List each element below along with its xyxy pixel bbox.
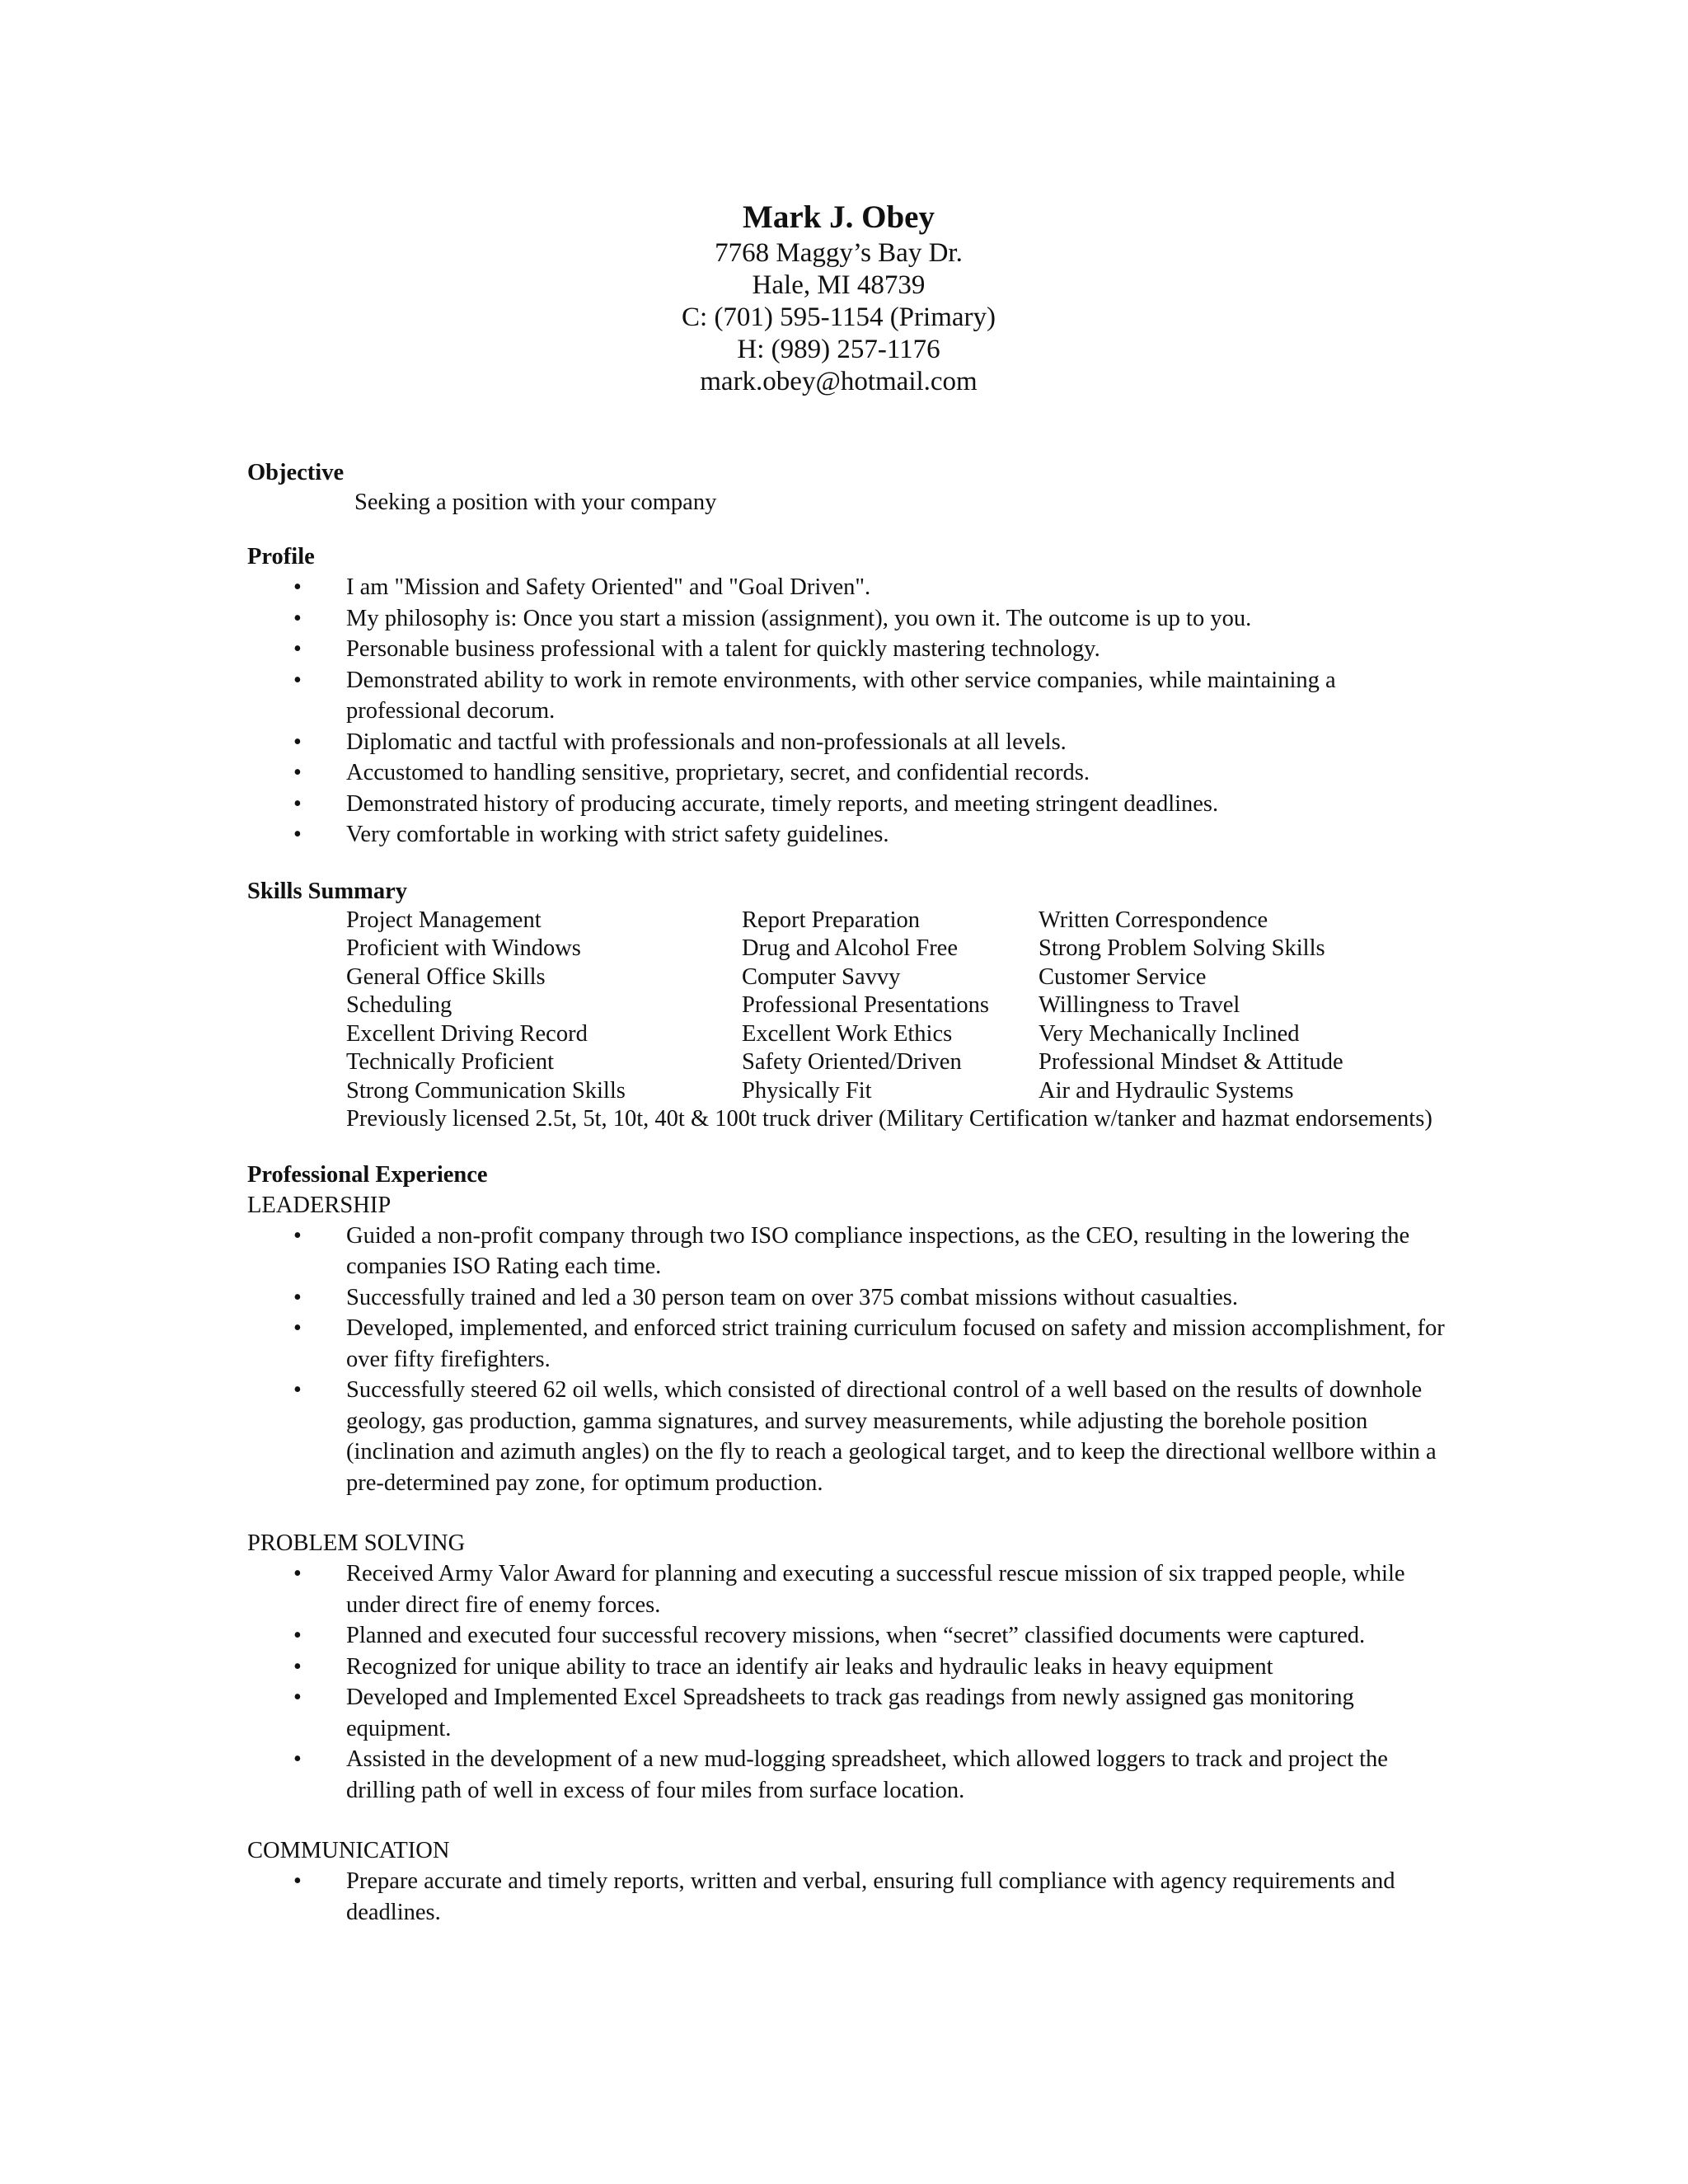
list-item bbox=[247, 1744, 1451, 1806]
license-note: Previously licensed 2.5t, 5t, 10t, 40t & 100t truck driver (Military Certification w/tanker and hazmat endorsements) bbox=[346, 1106, 1432, 1132]
skill-item: Computer Savvy bbox=[742, 963, 901, 990]
objective-heading: Objective bbox=[247, 460, 345, 485]
skills-table bbox=[346, 907, 1451, 1134]
skill-item: Excellent Work Ethics bbox=[742, 1020, 953, 1047]
list-item-text: Demonstrated ability to work in remote environments, with other service companies, while maintaining a professional decorum. bbox=[346, 667, 1336, 724]
contact-header bbox=[0, 198, 1677, 398]
objective-text: Seeking a position with your company bbox=[354, 490, 717, 515]
bullet-icon: • bbox=[293, 605, 302, 631]
experience-heading: Professional Experience bbox=[247, 1161, 488, 1188]
skills-row bbox=[346, 1020, 1451, 1049]
bullet-icon: • bbox=[293, 760, 302, 785]
skill-item: Air and Hydraulic Systems bbox=[1039, 1077, 1294, 1104]
skills-heading: Skills Summary bbox=[247, 878, 408, 904]
list-item-text: Successfully steered 62 oil wells, which consisted of directional control of a well based on the results of downhole geology, gas production, gamma signatures, and survey measurements, while adjusting the borehole position (inclination and azimuth angles) on the fly to reach a geological target, and to keep the directional wellbore within a pre-determined pay zone, for optimum production. bbox=[346, 1377, 1437, 1496]
list-item bbox=[247, 1866, 1451, 1928]
bullet-icon: • bbox=[293, 729, 302, 755]
list-item-text: Accustomed to handling sensitive, proprietary, secret, and confidential records. bbox=[346, 760, 1090, 785]
communication-list bbox=[247, 1866, 1451, 1928]
bullet-icon: • bbox=[293, 822, 302, 847]
skills-row bbox=[346, 991, 1451, 1020]
cell-phone: C: (701) 595-1154 (Primary) bbox=[682, 302, 996, 332]
list-item bbox=[247, 1221, 1451, 1282]
list-item-text: Diplomatic and tactful with professionals and non-professionals at all levels. bbox=[346, 729, 1067, 755]
list-item-text: My philosophy is: Once you start a mission (assignment), you own it. The outcome is up to you. bbox=[346, 605, 1252, 631]
problem-solving-list bbox=[247, 1558, 1451, 1806]
skill-item: Excellent Driving Record bbox=[346, 1020, 588, 1047]
skill-item: Customer Service bbox=[1039, 963, 1207, 990]
list-item bbox=[247, 1375, 1451, 1498]
leadership-list bbox=[247, 1221, 1451, 1499]
skill-item: General Office Skills bbox=[346, 963, 546, 990]
list-item-text: Received Army Valor Award for planning and executing a successful rescue mission of six trapped people, while under direct fire of enemy forces. bbox=[346, 1561, 1405, 1618]
skill-item: Strong Problem Solving Skills bbox=[1039, 935, 1325, 961]
bullet-icon: • bbox=[293, 1315, 302, 1341]
bullet-icon: • bbox=[293, 1561, 302, 1586]
leadership-subheading: LEADERSHIP bbox=[247, 1192, 392, 1218]
skills-row bbox=[346, 963, 1451, 992]
list-item bbox=[247, 1282, 1451, 1314]
list-item bbox=[247, 1313, 1451, 1375]
bullet-icon: • bbox=[293, 1746, 302, 1772]
bullet-icon: • bbox=[293, 790, 302, 817]
bullet-icon: • bbox=[293, 1284, 302, 1310]
list-item-text: Planned and executed four successful recovery missions, when “secret” classified documents were captured. bbox=[346, 1623, 1366, 1648]
list-item-text: Developed, implemented, and enforced strict training curriculum focused on safety and mission accomplishment, for over fifty firefighters. bbox=[346, 1315, 1445, 1372]
skills-row bbox=[346, 935, 1451, 963]
profile-list bbox=[247, 572, 1451, 851]
resume-body bbox=[247, 458, 1451, 1928]
bullet-icon: • bbox=[293, 1653, 302, 1680]
list-item-text: Successfully trained and led a 30 person team on over 375 combat missions without casualties. bbox=[346, 1284, 1238, 1310]
skill-item: Safety Oriented/Driven bbox=[742, 1049, 962, 1075]
list-item-text: Demonstrated history of producing accurate, timely reports, and meeting stringent deadlines. bbox=[346, 790, 1219, 817]
list-item bbox=[247, 634, 1451, 665]
bullet-icon: • bbox=[293, 667, 302, 693]
list-item-text: Very comfortable in working with strict safety guidelines. bbox=[346, 822, 889, 847]
problem-solving-subheading: PROBLEM SOLVING bbox=[247, 1530, 466, 1556]
address-line-2: Hale, MI 48739 bbox=[752, 270, 926, 300]
list-item bbox=[247, 1682, 1451, 1744]
list-item bbox=[247, 1620, 1451, 1652]
bullet-icon: • bbox=[293, 1377, 302, 1403]
skill-item: Drug and Alcohol Free bbox=[742, 935, 958, 961]
list-item bbox=[247, 757, 1451, 789]
email-address: mark.obey@hotmail.com bbox=[700, 367, 978, 396]
skill-item: Professional Mindset & Attitude bbox=[1039, 1049, 1343, 1075]
communication-subheading: COMMUNICATION bbox=[247, 1838, 450, 1863]
skill-item: Technically Proficient bbox=[346, 1049, 555, 1075]
list-item bbox=[247, 603, 1451, 635]
skill-item: Strong Communication Skills bbox=[346, 1077, 626, 1104]
profile-heading: Profile bbox=[247, 544, 315, 569]
skill-item: Report Preparation bbox=[742, 907, 921, 933]
skill-item: Very Mechanically Inclined bbox=[1039, 1020, 1300, 1047]
skill-item: Scheduling bbox=[346, 992, 452, 1018]
bullet-icon: • bbox=[293, 574, 302, 600]
list-item bbox=[247, 727, 1451, 758]
list-item bbox=[247, 1558, 1451, 1620]
skill-item: Physically Fit bbox=[742, 1077, 872, 1104]
skill-item: Proficient with Windows bbox=[346, 935, 581, 961]
bullet-icon: • bbox=[293, 1685, 302, 1710]
address-line-1: 7768 Maggy’s Bay Dr. bbox=[715, 238, 963, 268]
bullet-icon: • bbox=[293, 636, 302, 662]
list-item bbox=[247, 572, 1451, 603]
skill-item: Professional Presentations bbox=[742, 992, 990, 1018]
skill-item: Written Correspondence bbox=[1039, 907, 1268, 933]
list-item-text: Recognized for unique ability to trace an identify air leaks and hydraulic leaks in heavy equipment bbox=[346, 1653, 1273, 1680]
applicant-name: Mark J. Obey bbox=[743, 199, 935, 235]
skill-item: Willingness to Travel bbox=[1039, 992, 1240, 1018]
skills-row bbox=[346, 907, 1451, 935]
skills-row bbox=[346, 1048, 1451, 1077]
list-item-text: Personable business professional with a talent for quickly mastering technology. bbox=[346, 636, 1100, 662]
home-phone: H: (989) 257-1176 bbox=[737, 335, 940, 364]
list-item bbox=[247, 819, 1451, 851]
list-item bbox=[247, 665, 1451, 727]
bullet-icon: • bbox=[293, 1623, 302, 1648]
skills-row bbox=[346, 1077, 1451, 1106]
list-item bbox=[247, 1652, 1451, 1683]
bullet-icon: • bbox=[293, 1222, 302, 1249]
list-item bbox=[247, 789, 1451, 820]
list-item-text: Developed and Implemented Excel Spreadsheets to track gas readings from newly assigned gas monitoring equipment. bbox=[346, 1685, 1354, 1741]
bullet-icon: • bbox=[293, 1868, 302, 1894]
list-item-text: Prepare accurate and timely reports, written and verbal, ensuring full compliance with agency requirements and deadlines. bbox=[346, 1868, 1395, 1925]
skill-item: Project Management bbox=[346, 907, 542, 933]
list-item-text: Assisted in the development of a new mud-logging spreadsheet, which allowed loggers to track and project the drilling path of well in excess of four miles from surface location. bbox=[346, 1746, 1388, 1803]
list-item-text: I am "Mission and Safety Oriented" and "Goal Driven". bbox=[346, 574, 871, 600]
list-item-text: Guided a non-profit company through two ISO compliance inspections, as the CEO, resulting in the lowering the companies ISO Rating each time. bbox=[346, 1222, 1410, 1279]
